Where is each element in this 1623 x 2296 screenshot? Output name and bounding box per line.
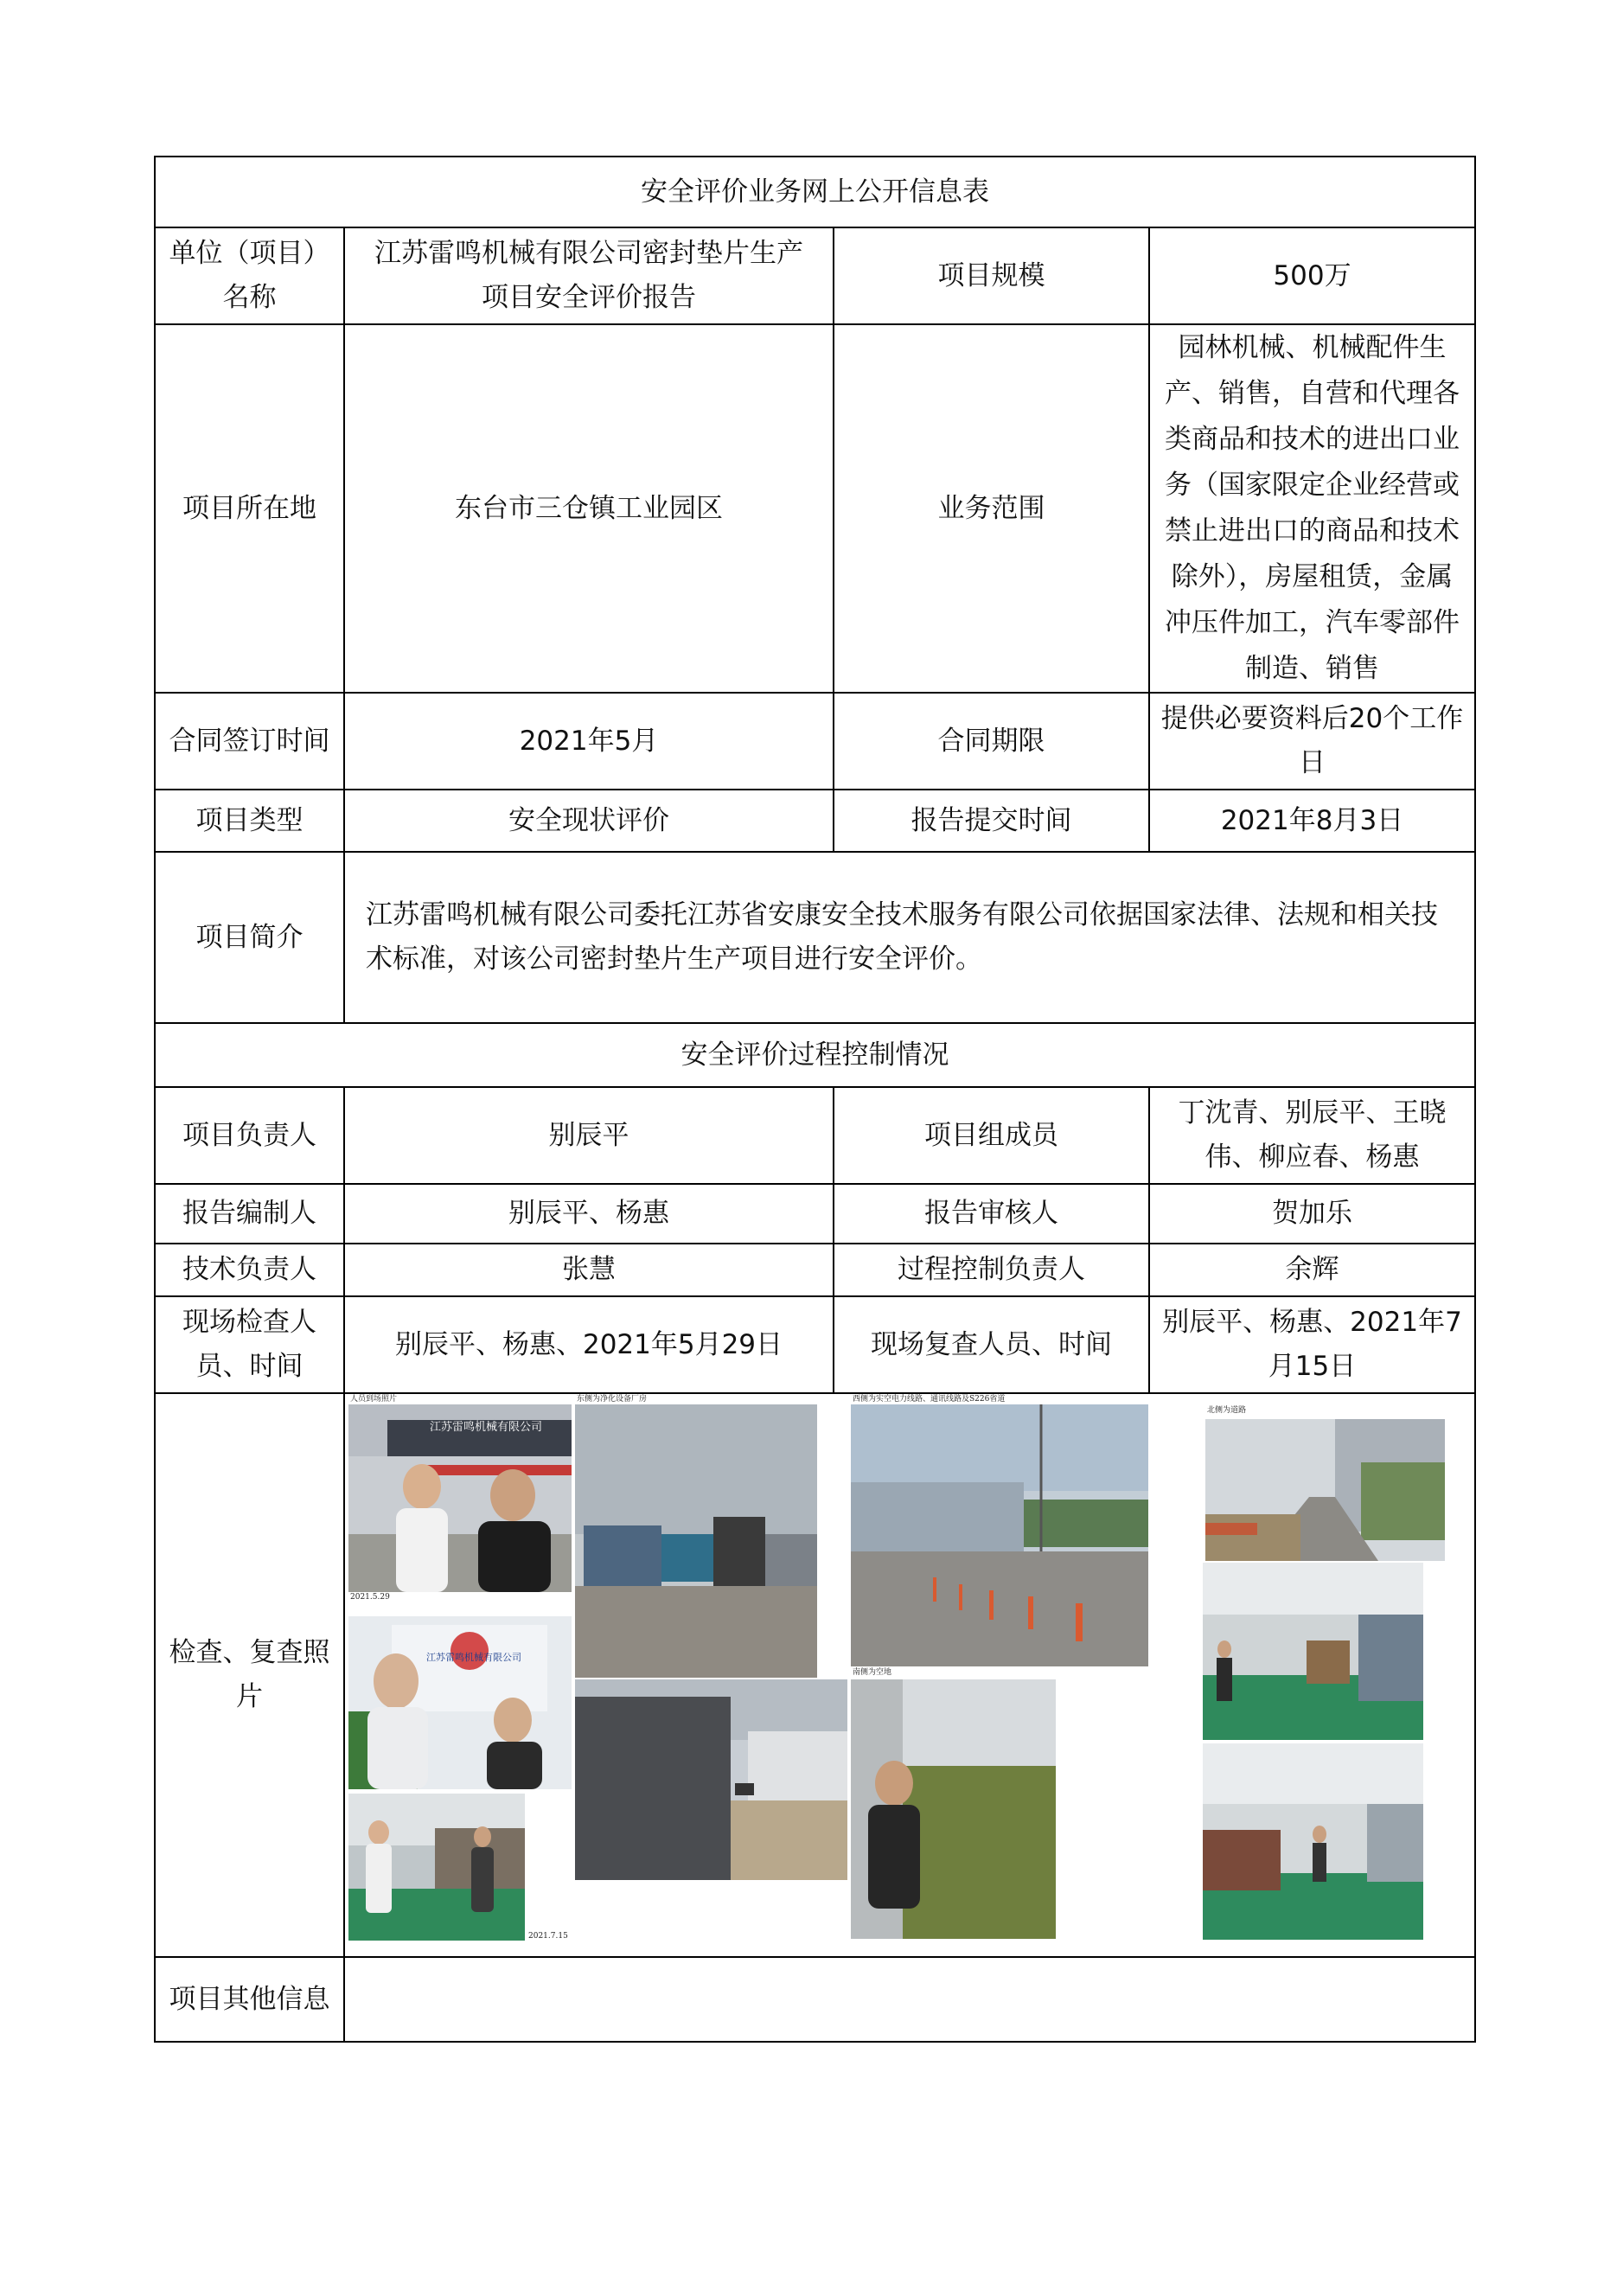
scale-label: 项目规模 xyxy=(834,227,1149,324)
recheck-value: 别辰平、杨惠、2021年7月15日 xyxy=(1149,1296,1475,1393)
table-title: 安全评价业务网上公开信息表 xyxy=(155,157,1475,227)
scope-label: 业务范围 xyxy=(834,324,1149,693)
photo7-date: 2021.7.15 xyxy=(528,1932,568,1941)
submit-value: 2021年8月3日 xyxy=(1149,790,1475,852)
photo-collage xyxy=(348,1394,1471,1956)
submit-label: 报告提交时间 xyxy=(834,790,1149,852)
other-value xyxy=(344,1957,1475,2042)
unit-value: 江苏雷鸣机械有限公司密封垫片生产项目安全评价报告 xyxy=(344,227,834,324)
author-label: 报告编制人 xyxy=(155,1184,344,1244)
scope-value: 园林机械、机械配件生产、销售，自营和代理各类商品和技术的进出口业务（国家限定企业经营或禁止进出口的商品和技术除外），房屋租赁，金属冲压件加工，汽车零部件制造、销售 xyxy=(1149,324,1475,693)
type-label: 项目类型 xyxy=(155,790,344,852)
photo-south-side xyxy=(851,1679,1056,1939)
photo-workshop-interior xyxy=(1203,1563,1423,1740)
inspect-value: 别辰平、杨惠、2021年5月29日 xyxy=(344,1296,834,1393)
tech-label: 技术负责人 xyxy=(155,1244,344,1296)
control-label: 过程控制负责人 xyxy=(834,1244,1149,1296)
contract-date-value: 2021年5月 xyxy=(344,693,834,790)
contract-date-label: 合同签订时间 xyxy=(155,693,344,790)
tech-value: 张慧 xyxy=(344,1244,834,1296)
contract-term-label: 合同期限 xyxy=(834,693,1149,790)
photos-label: 检查、复查照片 xyxy=(155,1393,344,1957)
photo-east-side xyxy=(575,1404,817,1678)
caption-north-side: 北侧为道路 xyxy=(1207,1406,1247,1415)
location-value: 东台市三仓镇工业园区 xyxy=(344,324,834,693)
contract-term-value: 提供必要资料后20个工作日 xyxy=(1149,693,1475,790)
office-sign-text: 江苏雷鸣机械有限公司 xyxy=(426,1652,521,1663)
members-value: 丁沈青、别辰平、王晓伟、柳应春、杨惠 xyxy=(1149,1087,1475,1184)
unit-label: 单位（项目）名称 xyxy=(155,227,344,324)
photo-workshop-staff xyxy=(348,1794,525,1941)
photo-office xyxy=(348,1616,572,1789)
reviewer-value: 贺加乐 xyxy=(1149,1184,1475,1244)
scale-value: 500万 xyxy=(1149,227,1475,324)
other-label: 项目其他信息 xyxy=(155,1957,344,2042)
intro-label: 项目简介 xyxy=(155,852,344,1023)
caption-east-side: 东侧为净化设备厂房 xyxy=(577,1395,648,1404)
info-table xyxy=(154,156,1476,2043)
leader-value: 别辰平 xyxy=(344,1087,834,1184)
members-label: 项目组成员 xyxy=(834,1087,1149,1184)
process-heading: 安全评价过程控制情况 xyxy=(155,1023,1475,1087)
inspect-label: 现场检查人员、时间 xyxy=(155,1296,344,1393)
company-sign-text: 江苏雷鸣机械有限公司 xyxy=(430,1421,543,1434)
reviewer-label: 报告审核人 xyxy=(834,1184,1149,1244)
location-label: 项目所在地 xyxy=(155,324,344,693)
photo1-date: 2021.5.29 xyxy=(350,1593,390,1602)
caption-west-side: 西侧为实空电力线路、通讯线路及S226省道 xyxy=(853,1395,1006,1404)
photo-west-side xyxy=(851,1404,1148,1666)
caption-south-side: 南侧为空地 xyxy=(853,1668,892,1677)
leader-label: 项目负责人 xyxy=(155,1087,344,1184)
photo-north-side xyxy=(1205,1419,1445,1561)
type-value: 安全现状评价 xyxy=(344,790,834,852)
photo-workshop-interior-2 xyxy=(1203,1743,1423,1940)
intro-value: 江苏雷鸣机械有限公司委托江苏省安康安全技术服务有限公司依据国家法律、法规和相关技术标准，对该公司密封垫片生产项目进行安全评价。 xyxy=(344,852,1475,1023)
author-value: 别辰平、杨惠 xyxy=(344,1184,834,1244)
photos-cell xyxy=(344,1393,1475,1957)
control-value: 余辉 xyxy=(1149,1244,1475,1296)
photo-warehouse-wall xyxy=(575,1679,847,1880)
caption-staff-arrival: 人员到场照片 xyxy=(350,1395,398,1404)
recheck-label: 现场复查人员、时间 xyxy=(834,1296,1149,1393)
